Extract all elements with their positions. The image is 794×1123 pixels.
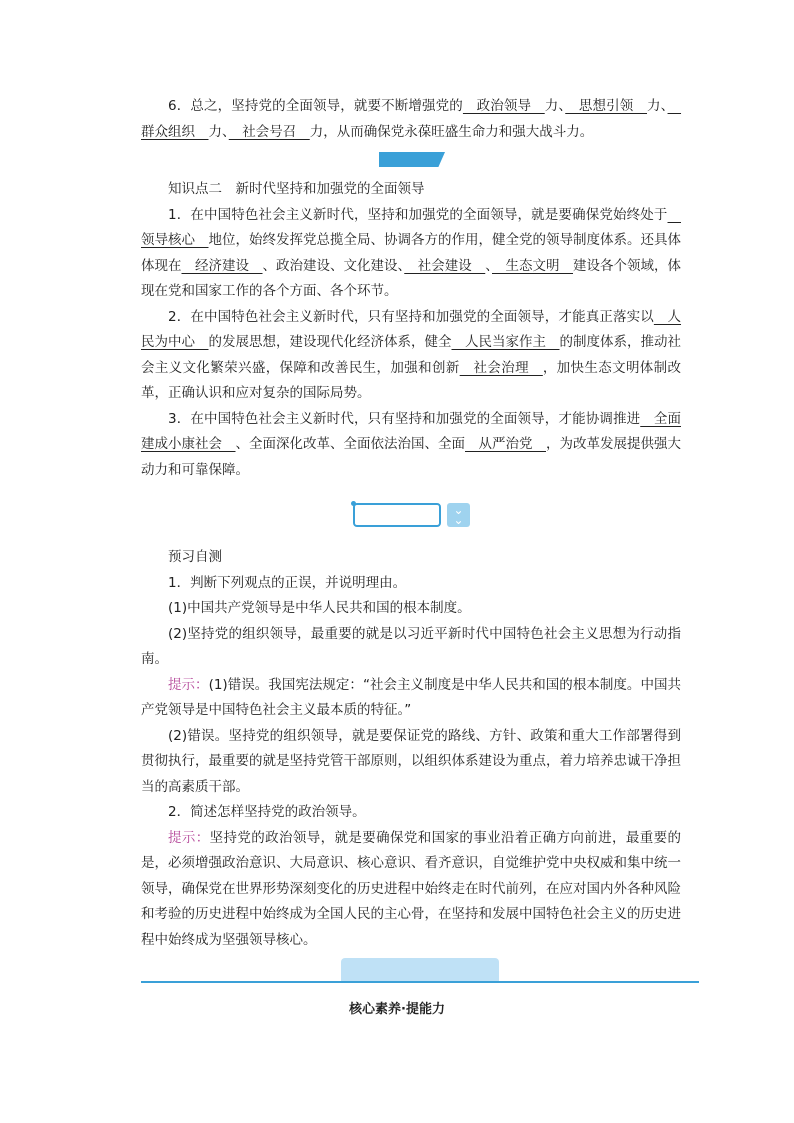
- preview-title: 预习自测: [168, 549, 222, 565]
- section-paragraph-1: [141, 203, 681, 305]
- section-banner-decoration: [379, 152, 445, 167]
- text: 力、: [647, 98, 668, 114]
- footer-tab: [341, 958, 499, 982]
- blank-answer: 社会号召: [228, 123, 310, 140]
- blank-answer: 从严治党: [465, 436, 546, 452]
- banner-label-box: [353, 503, 441, 527]
- blank-answer: 人民当家作主: [451, 334, 560, 350]
- footer-title: 核心素养·提能力: [349, 1002, 445, 1017]
- item-6: [141, 94, 681, 145]
- hint-text: (1)错误。我国宪法规定：“社会主义制度是中华人民共和国的根本制度。中国共产党领导是中国特色社会主义最本质的特征。”: [141, 676, 681, 718]
- text: 2．在中国特色社会主义新时代，只有坚持和加强党的全面领导，才能真正落实以: [168, 308, 654, 325]
- footer-line: [141, 981, 699, 983]
- section-title: 知识点二 新时代坚持和加强党的全面领导: [168, 181, 425, 197]
- preview-banner-decoration: [141, 501, 681, 531]
- double-chevron-down-icon: ⌄ ⌄: [447, 503, 470, 527]
- footer-divider: [141, 958, 699, 984]
- text: ，为改革发展提供强大动力和可靠保障。: [141, 436, 681, 478]
- text: 6．总之，坚持党的全面领导，就要不断增强党的: [168, 98, 463, 114]
- hint-text: 坚持党的政治领导，就是要确保党和国家的事业沿着正确方向前进，最重要的是，必须增强政治意识、大局意识、核心意识、看齐意识，自觉维护党中央权威和集中统一领导，确保党在世界形势深刻变化的历史进程中始终走在时代前列，在应对国内外各种风险和考验的历史进程中始终成为全国人民的主心骨，在坚持和发展中国特色社会主义的历史进程中始终成为坚强领导核心。: [141, 829, 681, 948]
- question-1b: (2)坚持党的组织领导，最重要的就是以习近平新时代中国特色社会主义思想为行动指南。: [141, 625, 681, 667]
- blank-answer: 社会治理: [459, 359, 543, 376]
- blank-answer: 领导核心: [141, 206, 681, 248]
- blank-answer: 思想引领: [565, 98, 648, 114]
- blank-answer: 经济建设: [181, 257, 263, 274]
- hint-label: 提示：: [168, 829, 210, 846]
- section-paragraph-2: [141, 305, 681, 407]
- document-body: [141, 94, 681, 953]
- question-2: 2．简述怎样坚持党的政治领导。: [168, 804, 366, 820]
- blank-answer: 人民为中心: [141, 308, 682, 350]
- text: 建设各个领域，体现在党和国家工作的各个方面、各个环节。: [141, 257, 681, 299]
- blank-answer: 全面建成小康社会: [141, 410, 681, 452]
- hint-1b: (2)错误。坚持党的组织领导，就是要保证党的路线、方针、政策和重大工作部署得到贯彻执行，最重要的就是坚持党管干部原则，以组织体系建设为重点，着力培养忠诚干净担当的高素质干部。: [141, 727, 681, 795]
- text: 1．在中国特色社会主义新时代，坚持和加强党的全面领导，就是要确保党始终处于: [168, 206, 668, 223]
- text: 地位，始终发挥党总揽全局、协调各方的作用，健全党的领导制度体系。还具体体现在: [141, 232, 681, 274]
- blank-answer: 社会建设: [404, 257, 486, 274]
- hint-label: 提示：: [168, 676, 209, 693]
- text: 力、: [208, 123, 229, 140]
- question-1: 1．判断下列观点的正误，并说明理由。: [168, 574, 407, 591]
- hint-2: [141, 826, 681, 954]
- text: 的制度体系，推动社会主义文化繁荣兴盛，保障和改善民生，加强和创新: [141, 334, 681, 376]
- text: 、: [485, 257, 492, 274]
- blank-answer: 生态文明: [492, 257, 573, 274]
- blank-answer: 政治领导: [462, 98, 545, 114]
- text: 的发展思想，建设现代化经济体系，健全: [208, 334, 452, 350]
- text: 力，从而确保党永葆旺盛生命力和强大战斗力。: [309, 123, 594, 140]
- text: 3．在中国特色社会主义新时代，只有坚持和加强党的全面领导，才能协调推进: [168, 410, 641, 427]
- blank-answer: 群众组织: [141, 98, 682, 140]
- question-1a: (1)中国共产党领导是中华人民共和国的根本制度。: [168, 600, 471, 616]
- section-paragraph-3: [141, 407, 681, 484]
- text: ，加快生态文明体制改革，正确认识和应对复杂的国际局势。: [141, 359, 682, 401]
- text: 、政治建设、文化建设、: [262, 257, 405, 274]
- hint-1a: [141, 673, 681, 724]
- text: 、全面深化改革、全面依法治国、全面: [235, 436, 465, 452]
- text: 力、: [544, 98, 566, 114]
